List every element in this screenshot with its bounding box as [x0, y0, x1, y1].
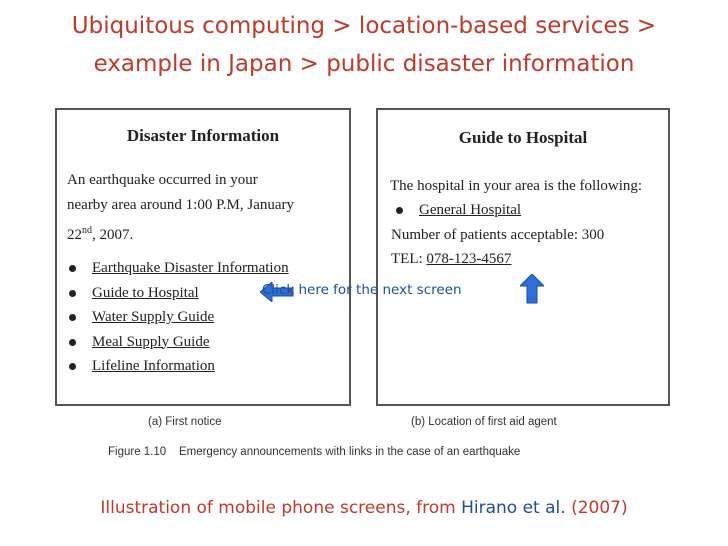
- caption-first-notice: (a) First notice: [148, 416, 222, 428]
- link-water-supply-guide[interactable]: Water Supply Guide: [92, 309, 215, 325]
- arrow-up-icon: [520, 274, 544, 304]
- link-lifeline-information[interactable]: Lifeline Information: [92, 358, 215, 374]
- footer-author-link[interactable]: Hirano et al.: [461, 498, 566, 518]
- notice-date-day: 22: [67, 227, 82, 243]
- notice-date-year: , 2007.: [92, 227, 134, 243]
- list-item[interactable]: [69, 354, 289, 379]
- earthquake-notice-text: [67, 168, 347, 248]
- slide-footer: [0, 498, 728, 518]
- panel-title-disaster-information: Disaster Information: [126, 126, 280, 145]
- slide-title-line2: example in Japan > public disaster information: [93, 51, 635, 77]
- list-item[interactable]: [69, 256, 289, 281]
- list-item[interactable]: [69, 330, 289, 355]
- tel-label: TEL:: [391, 251, 427, 267]
- patients-acceptable-text: Number of patients acceptable: 300: [391, 227, 605, 243]
- bullet-icon: [69, 363, 76, 370]
- hospital-intro-text: The hospital in your area is the following:: [390, 178, 643, 194]
- footer-text: Illustration of mobile phone screens, from: [100, 498, 462, 518]
- figure-caption: Figure 1.10 Emergency announcements with links in the case of an earthquake: [108, 446, 521, 458]
- notice-line-3: [67, 218, 347, 248]
- bullet-icon: [69, 314, 76, 321]
- notice-date-suffix: nd: [82, 225, 92, 236]
- hospital-list-item[interactable]: [396, 202, 521, 219]
- link-general-hospital[interactable]: General Hospital: [419, 202, 522, 218]
- next-screen-hint: Click here for the next screen: [262, 282, 462, 298]
- caption-location-first-aid: (b) Location of first aid agent: [411, 416, 557, 428]
- phone-screen-guide-to-hospital: [376, 108, 670, 406]
- link-guide-to-hospital[interactable]: Guide to Hospital: [92, 284, 199, 301]
- slide-title-line1: Ubiquitous computing > location-based services >: [71, 13, 657, 39]
- tel-line: [391, 251, 511, 268]
- link-meal-supply-guide[interactable]: Meal Supply Guide: [92, 333, 210, 350]
- bullet-icon: [69, 339, 76, 346]
- notice-line-1: An earthquake occurred in your: [67, 172, 258, 188]
- list-item[interactable]: [69, 281, 289, 306]
- bullet-icon: [396, 207, 403, 214]
- bullet-icon: [69, 265, 76, 272]
- bullet-icon: [69, 290, 76, 297]
- list-item[interactable]: [69, 305, 289, 330]
- notice-line-2: nearby area around 1:00 P.M, January: [67, 197, 295, 213]
- phone-screen-disaster-information: [55, 108, 351, 406]
- disaster-links-list: [69, 256, 289, 379]
- panel-title-guide-to-hospital: Guide to Hospital: [458, 128, 588, 147]
- link-earthquake-disaster-information[interactable]: Earthquake Disaster Information: [92, 260, 289, 276]
- link-tel-number[interactable]: 078-123-4567: [426, 251, 512, 267]
- footer-year: (2007): [565, 498, 628, 518]
